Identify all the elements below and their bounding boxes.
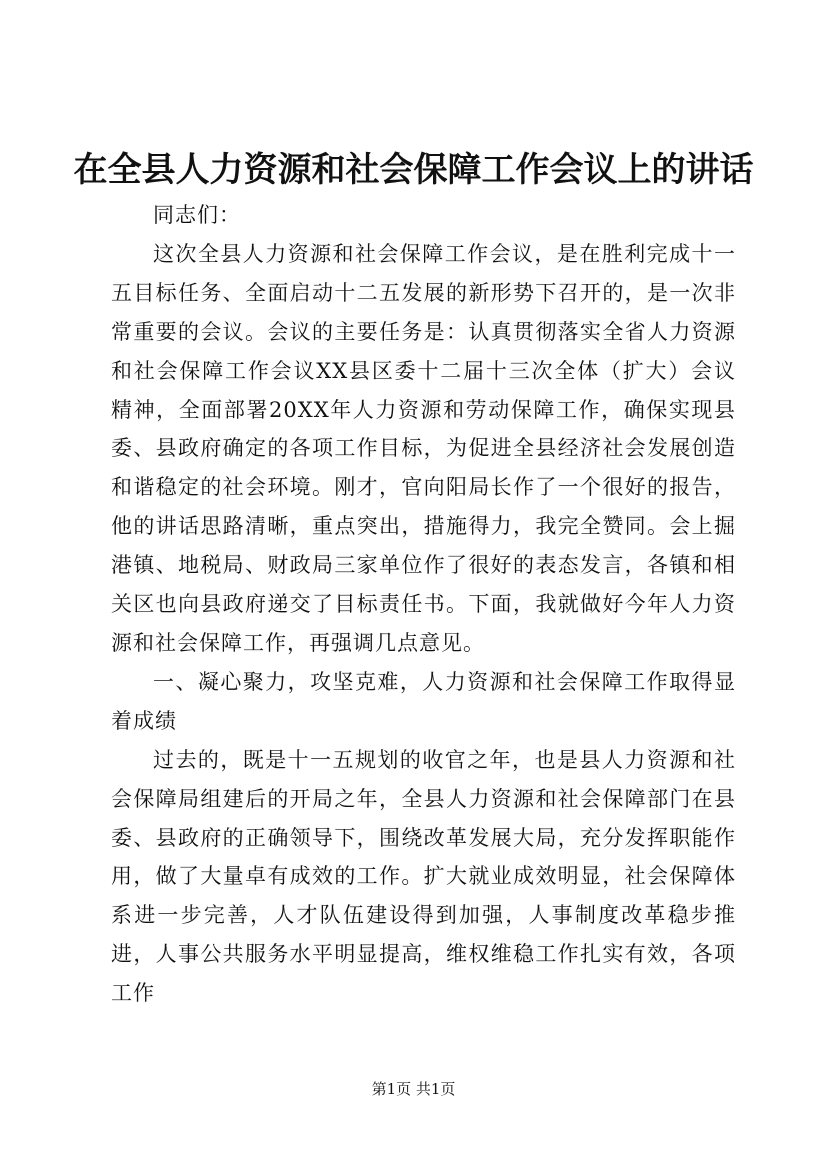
page-number-footer: 第1页 共1页 [371,1080,456,1098]
paragraph-review: 过去的，既是十一五规划的收官之年，也是县人力资源和社会保障局组建后的开局之年，全县人力资源和社会保障部门在县委、县政府的正确领导下，围绕改革发展大局，充分发挥职能作用，做了大量卓有成效的工作。扩大就业成效明显，社会保障体系进一步完善，人才队伍建设得到加强，人事制度改革稳步推进，人事公共服务水平明显提高，维权维稳工作扎实有效，各项工作 [111,747,736,1006]
section-heading-1: 一、凝心聚力，攻坚克难，人力资源和社会保障工作取得显着成绩 [111,669,736,733]
paragraph-opening: 这次全县人力资源和社会保障工作会议，是在胜利完成十一五目标任务、全面启动十二五发展的新形势下召开的，是一次非常重要的会议。会议的主要任务是：认真贯彻落实全省人力资源和社会保障工作会议XX县区委十二届十三次全体（扩大）会议精神，全面部署20XX年人力资源和劳动保障工作，确保实现县委、县政府确定的各项工作目标，为促进全县经济社会发展创造和谐稳定的社会环境。刚才，官向阳局长作了一个很好的报告，他的讲话思路清晰，重点突出，措施得力，我完全赞同。会上掘港镇、地税局、财政局三家单位作了很好的表态发言，各镇和相关区也向县政府递交了目标责任书。下面，我就做好今年人力资源和社会保障工作，再强调几点意见。 [111,241,736,655]
document-body [111,196,736,1013]
salutation: 同志们： [153,203,241,227]
document-title: 在全县人力资源和社会保障工作会议上的讲话 [73,150,754,190]
